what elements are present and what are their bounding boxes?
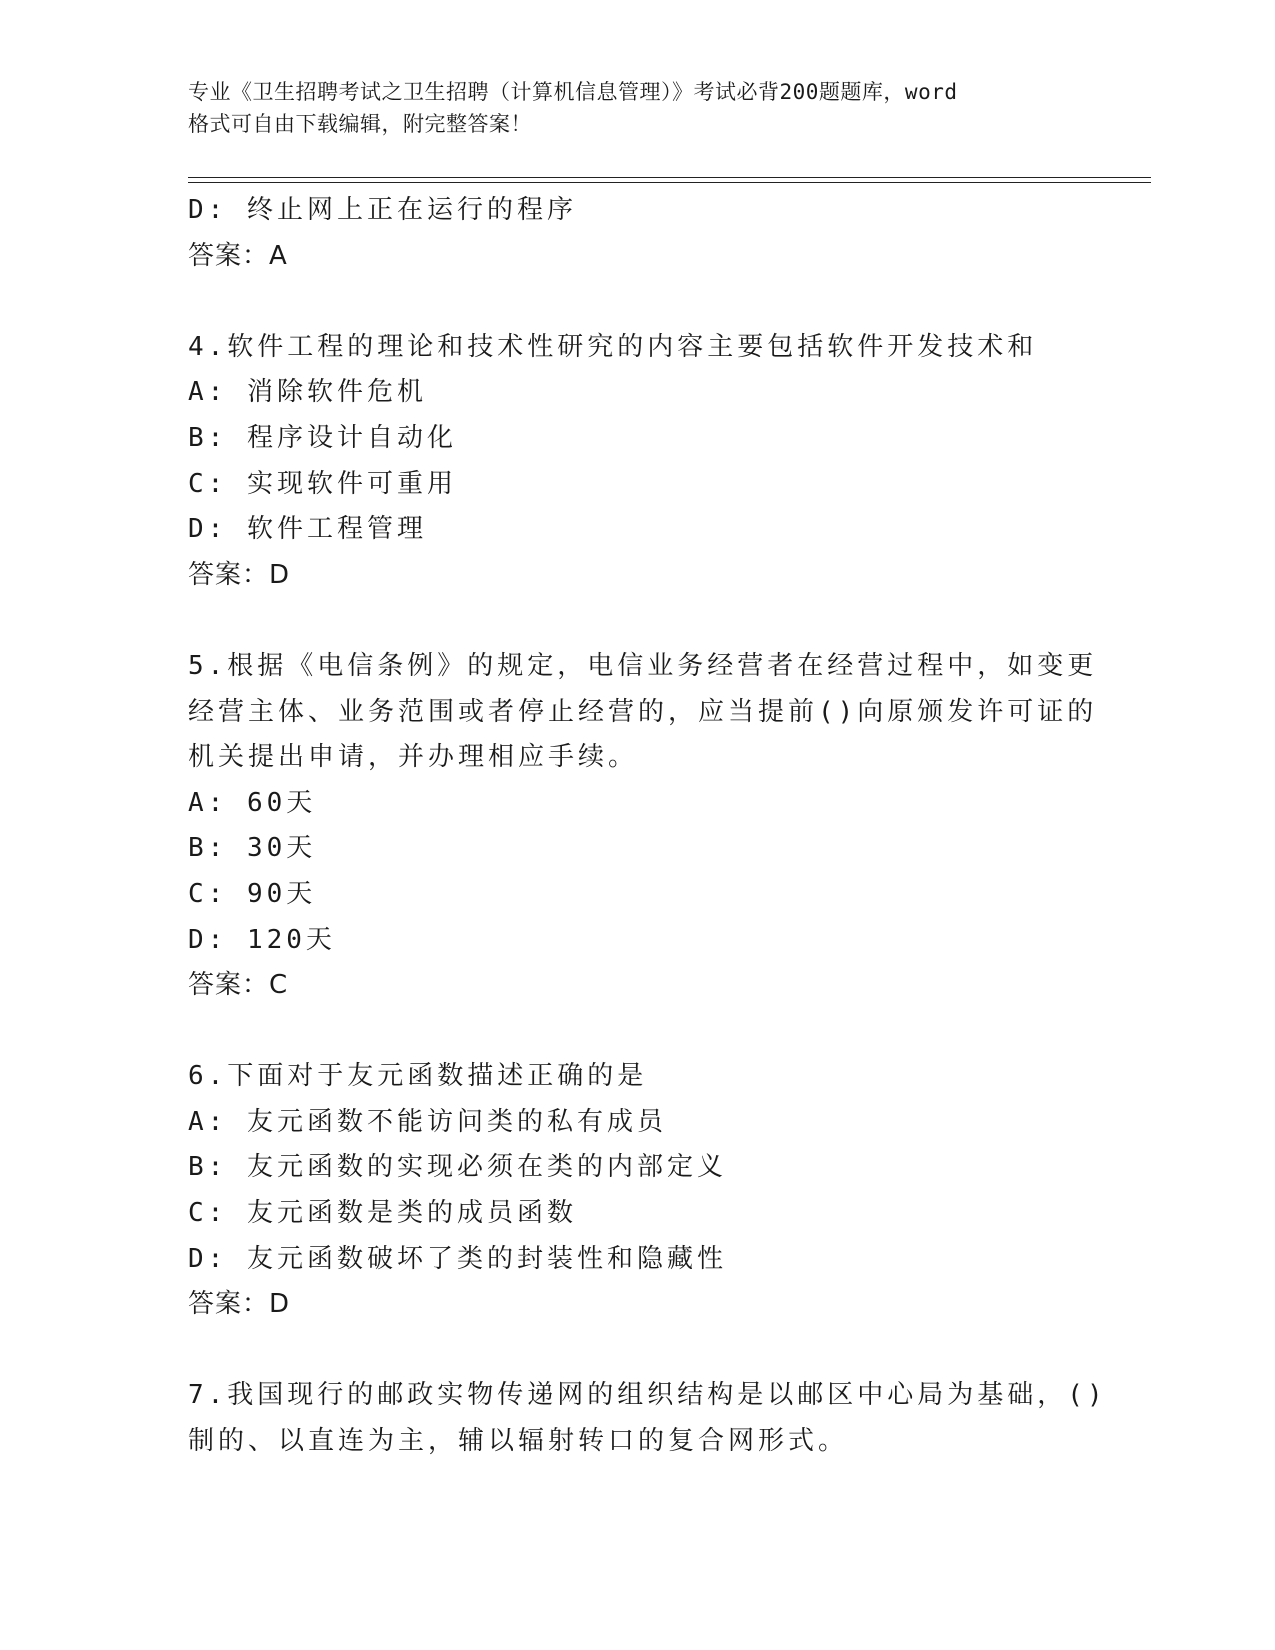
option-d: D: 友元函数破坏了类的封装性和隐藏性	[188, 1243, 727, 1274]
option-b: B: 30天	[188, 833, 317, 864]
option-d: D: 终止网上正在运行的程序	[188, 195, 577, 225]
answer: 答案：D	[188, 1289, 291, 1320]
question-text: 4.软件工程的理论和技术性研究的内容主要包括软件开发技术和	[188, 331, 1038, 362]
option-c: C: 友元函数是类的成员函数	[188, 1198, 577, 1229]
header-divider-top	[188, 177, 1151, 178]
document-header	[188, 76, 1088, 140]
answer: 答案：D	[188, 559, 291, 590]
option-b: B: 友元函数的实现必须在类的内部定义	[188, 1152, 727, 1183]
header-line-2: 格式可自由下载编辑，附完整答案！	[188, 112, 532, 136]
option-d: D: 软件工程管理	[188, 514, 427, 545]
option-c: C: 90天	[188, 878, 317, 909]
question-text: 机关提出申请，并办理相应手续。	[188, 742, 639, 773]
question-text: 制的、以直连为主，辅以辐射转口的复合网形式。	[188, 1426, 849, 1457]
answer: 答案：A	[188, 240, 288, 271]
question-text: 5.根据《电信条例》的规定，电信业务经营者在经营过程中，如变更	[188, 650, 1098, 681]
option-b: B: 程序设计自动化	[188, 422, 457, 453]
question-list	[188, 188, 1138, 1465]
question-text: 经营主体、业务范围或者停止经营的，应当提前()向原颁发许可证的	[188, 696, 1098, 727]
header-line-1: 专业《卫生招聘考试之卫生招聘（计算机信息管理）》考试必背200题题库，word	[188, 80, 958, 104]
question-text: 6.下面对于友元函数描述正确的是	[188, 1061, 648, 1092]
option-a: A: 消除软件危机	[188, 377, 427, 408]
question-text: 7.我国现行的邮政实物传递网的组织结构是以邮区中心局为基础，()	[188, 1380, 1107, 1411]
option-a: A: 60天	[188, 787, 317, 818]
option-d: D: 120天	[188, 924, 336, 955]
header-divider-bottom	[188, 182, 1151, 183]
option-c: C: 实现软件可重用	[188, 468, 457, 499]
answer: 答案：C	[188, 970, 289, 1001]
option-a: A: 友元函数不能访问类的私有成员	[188, 1106, 667, 1137]
